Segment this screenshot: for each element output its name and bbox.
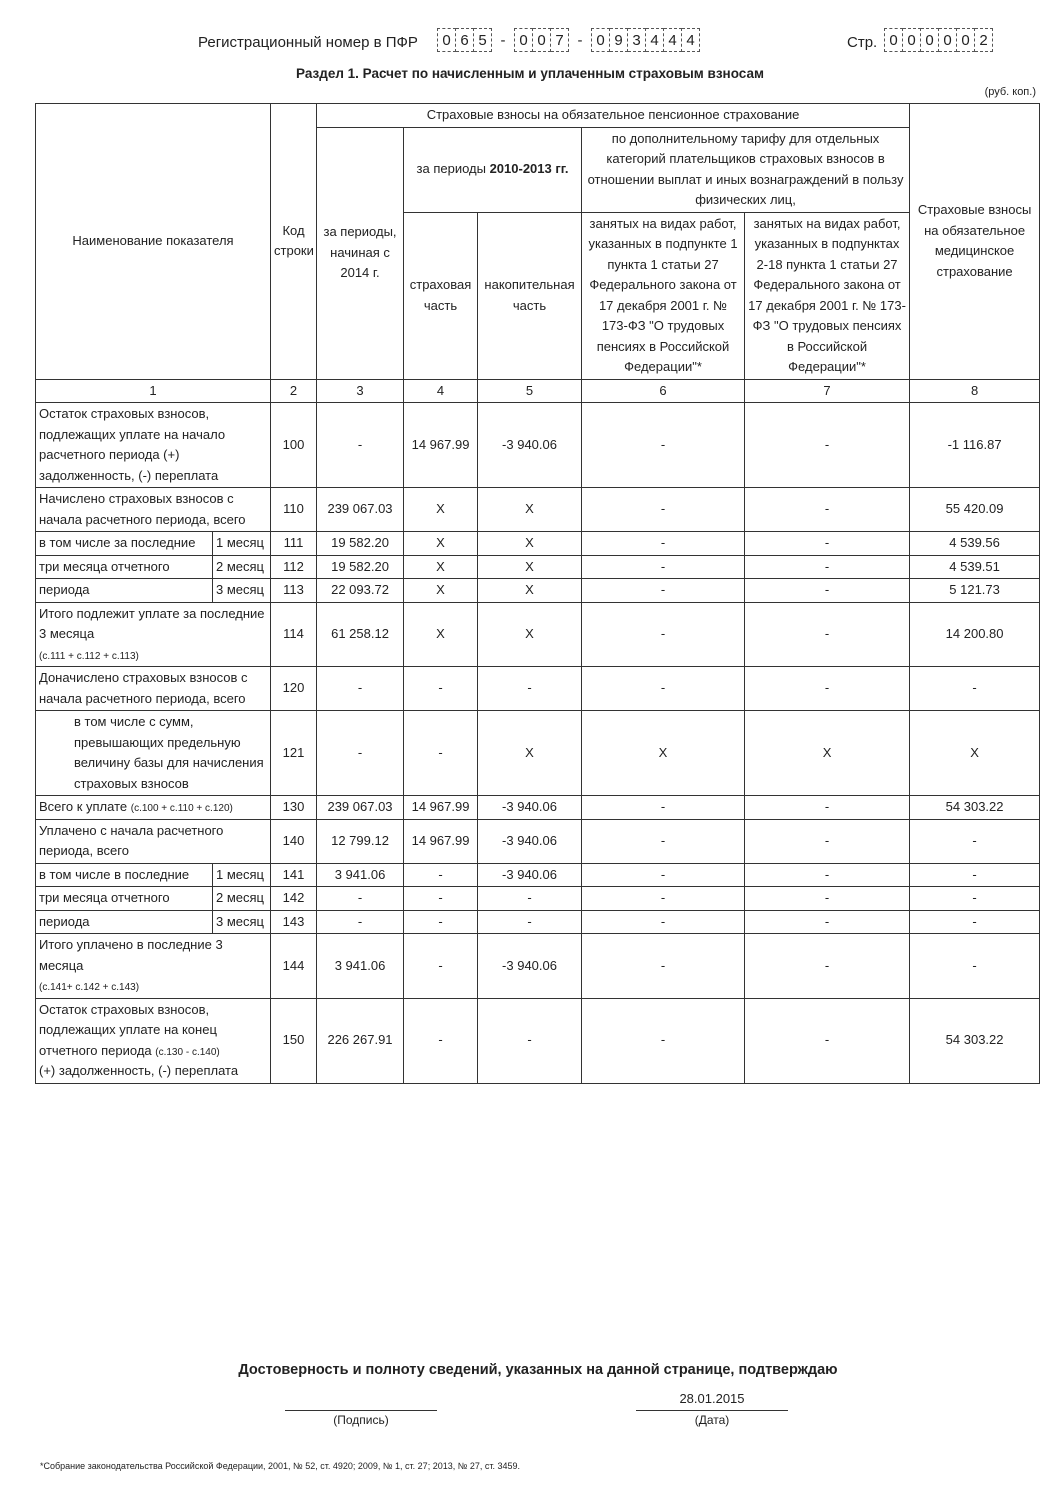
header-2010-2013: за периоды 2010-2013 гг.	[404, 127, 582, 212]
value-cell: 19 582.20	[317, 532, 404, 556]
value-cell: -	[404, 667, 478, 711]
value-cell: -	[582, 488, 745, 532]
value-cell: -	[582, 555, 745, 579]
value-cell: 14 967.99	[404, 403, 478, 488]
row-month: 2 месяц	[213, 887, 271, 911]
value-cell: 14 200.80	[910, 602, 1040, 667]
table-row	[36, 555, 1040, 579]
row-month: 2 месяц	[213, 555, 271, 579]
value-cell: -	[404, 887, 478, 911]
reg-digit-cell: 0	[591, 28, 610, 52]
value-cell: -	[582, 887, 745, 911]
value-cell: 61 258.12	[317, 602, 404, 667]
row-code: 100	[271, 403, 317, 488]
date-value: 28.01.2015	[679, 1391, 745, 1406]
value-cell: 3 941.06	[317, 934, 404, 999]
value-cell: -	[910, 667, 1040, 711]
footnote: *Собрание законодательства Российской Федерации, 2001, № 52, ст. 4920; 2009, № 1, ст. 27; 2013, № 27, ст. 3459.	[40, 1461, 521, 1471]
value-cell: -	[582, 910, 745, 934]
header-name: Наименование показателя	[36, 104, 271, 380]
row-name: Итого подлежит уплате за последние 3 месяца (с.111 + с.112 + с.113)	[36, 602, 271, 667]
value-cell: X	[478, 602, 582, 667]
value-cell: -	[478, 998, 582, 1083]
signature-line	[285, 1410, 437, 1411]
value-cell: X	[478, 532, 582, 556]
value-cell: -	[404, 934, 478, 999]
value-cell: -	[582, 532, 745, 556]
row-name: в том числе за последние	[36, 532, 213, 556]
row-code: 120	[271, 667, 317, 711]
reg-separator: -	[577, 31, 583, 49]
value-cell: -	[745, 667, 910, 711]
header-pension: Страховые взносы на обязательное пенсионное страхование	[317, 104, 910, 128]
row-code: 140	[271, 819, 317, 863]
reg-digit-cell: 6	[456, 28, 474, 52]
date-caption: (Дата)	[694, 1413, 730, 1427]
value-cell: X	[745, 711, 910, 796]
table-row	[36, 579, 1040, 603]
value-cell: -	[582, 602, 745, 667]
page-digit-cell: 0	[884, 28, 903, 52]
header-additional-tariff: по дополнительному тарифу для отдельных категорий плательщиков страховых взносов в отношении выплат и иных вознаграждений в пользу физических лиц,	[582, 127, 910, 212]
reg-digit-cell: 4	[682, 28, 700, 52]
header-medical: Страховые взносы на обязательное медицинское страхование	[910, 104, 1040, 380]
value-cell: -	[745, 403, 910, 488]
value-cell: X	[478, 555, 582, 579]
value-cell: -	[582, 579, 745, 603]
value-cell: -	[910, 887, 1040, 911]
value-cell: -	[910, 863, 1040, 887]
confirmation-text: Достоверность и полноту сведений, указанных на данной странице, подтверждаю	[238, 1362, 838, 1378]
value-cell: 55 420.09	[910, 488, 1040, 532]
value-cell: 19 582.20	[317, 555, 404, 579]
table-row	[36, 403, 1040, 488]
row-month: 1 месяц	[213, 863, 271, 887]
row-code: 113	[271, 579, 317, 603]
table-row	[36, 998, 1040, 1083]
value-cell: -	[582, 819, 745, 863]
unit-label: (руб. коп.)	[984, 86, 1036, 98]
table-row	[36, 602, 1040, 667]
value-cell: 14 967.99	[404, 819, 478, 863]
row-code: 130	[271, 796, 317, 820]
value-cell: X	[582, 711, 745, 796]
value-cell: -	[910, 910, 1040, 934]
header-insurance-part: страховая часть	[404, 212, 478, 379]
row-name: Всего к уплате (с.100 + с.110 + с.120)	[36, 796, 271, 820]
value-cell: 5 121.73	[910, 579, 1040, 603]
value-cell: -	[745, 910, 910, 934]
table-row	[36, 934, 1040, 999]
table-row	[36, 667, 1040, 711]
value-cell: -	[745, 819, 910, 863]
value-cell: 54 303.22	[910, 796, 1040, 820]
reg-number-cells	[437, 28, 700, 52]
value-cell: -	[745, 555, 910, 579]
reg-digit-cell: 0	[533, 28, 551, 52]
page-digit-cell: 2	[975, 28, 993, 52]
row-month: 1 месяц	[213, 532, 271, 556]
row-month: 3 месяц	[213, 579, 271, 603]
row-code: 143	[271, 910, 317, 934]
header-col7: занятых на видах работ, указанных в подпунктах 2-18 пункта 1 статьи 27 Федерального закона от 17 декабря 2001 г. № 173-ФЗ "О трудовых пенсиях в Российской Федерации"*	[745, 212, 910, 379]
value-cell: -3 940.06	[478, 796, 582, 820]
value-cell: 4 539.51	[910, 555, 1040, 579]
value-cell: -	[582, 998, 745, 1083]
row-code: 150	[271, 998, 317, 1083]
value-cell: -3 940.06	[478, 819, 582, 863]
value-cell: -	[745, 887, 910, 911]
value-cell: X	[404, 532, 478, 556]
row-name: периода	[36, 579, 213, 603]
value-cell: -	[404, 863, 478, 887]
value-cell: X	[404, 488, 478, 532]
row-name: Начислено страховых взносов с начала расчетного периода, всего	[36, 488, 271, 532]
page-digit-cell: 0	[903, 28, 921, 52]
page-number-cells	[884, 28, 993, 52]
signature-caption: (Подпись)	[333, 1413, 389, 1427]
value-cell: -	[317, 403, 404, 488]
value-cell: -	[582, 403, 745, 488]
value-cell: -	[478, 667, 582, 711]
value-cell: -	[582, 934, 745, 999]
reg-digit-cell: 0	[437, 28, 456, 52]
value-cell: -	[745, 602, 910, 667]
reg-digit-cell: 7	[551, 28, 569, 52]
reg-digit-cell: 9	[610, 28, 628, 52]
row-formula: (с.130 - с.140)	[155, 1046, 220, 1058]
header-from-2014: за периоды, начиная с 2014 г.	[317, 127, 404, 379]
column-number: 8	[910, 379, 1040, 403]
value-cell: X	[910, 711, 1040, 796]
value-cell: -	[582, 667, 745, 711]
value-cell: 12 799.12	[317, 819, 404, 863]
reg-digit-cell: 0	[514, 28, 533, 52]
reg-number-label: Регистрационный номер в ПФР	[198, 34, 418, 51]
value-cell: -	[478, 887, 582, 911]
value-cell: X	[478, 488, 582, 532]
value-cell: -	[745, 532, 910, 556]
value-cell: X	[478, 579, 582, 603]
value-cell: 4 539.56	[910, 532, 1040, 556]
table-row	[36, 887, 1040, 911]
value-cell: -3 940.06	[478, 934, 582, 999]
table-row	[36, 796, 1040, 820]
row-formula: (с.100 + с.110 + с.120)	[130, 803, 233, 814]
value-cell: -	[745, 579, 910, 603]
column-number: 2	[271, 379, 317, 403]
date-line	[636, 1410, 788, 1411]
row-code: 114	[271, 602, 317, 667]
value-cell: -	[745, 488, 910, 532]
header-col6: занятых на видах работ, указанных в подпункте 1 пункта 1 статьи 27 Федерального закона от 17 декабря 2001 г. № 173-ФЗ "О трудовых пенсиях в Российской Федерации"*	[582, 212, 745, 379]
value-cell: -3 940.06	[478, 403, 582, 488]
value-cell: -	[478, 910, 582, 934]
table-row	[36, 819, 1040, 863]
row-code: 112	[271, 555, 317, 579]
section-title: Раздел 1. Расчет по начисленным и уплаченным страховым взносам	[296, 66, 764, 81]
reg-separator: -	[500, 31, 506, 49]
value-cell: -	[745, 934, 910, 999]
value-cell: 14 967.99	[404, 796, 478, 820]
value-cell: -	[317, 910, 404, 934]
value-cell: X	[404, 602, 478, 667]
value-cell: 226 267.91	[317, 998, 404, 1083]
calculation-table	[35, 103, 1040, 1084]
column-numbers-row	[36, 379, 1040, 403]
row-name: периода	[36, 910, 213, 934]
value-cell: -1 116.87	[910, 403, 1040, 488]
page-digit-cell: 0	[939, 28, 957, 52]
column-number: 5	[478, 379, 582, 403]
row-month: 3 месяц	[213, 910, 271, 934]
reg-digit-cell: 3	[628, 28, 646, 52]
value-cell: 3 941.06	[317, 863, 404, 887]
column-number: 4	[404, 379, 478, 403]
value-cell: -	[317, 711, 404, 796]
value-cell: -	[910, 819, 1040, 863]
row-formula: (с.141+ с.142 + с.143)	[39, 982, 140, 993]
table-row	[36, 863, 1040, 887]
table-row	[36, 910, 1040, 934]
reg-digit-cell: 4	[664, 28, 682, 52]
row-name: Уплачено с начала расчетного периода, всего	[36, 819, 271, 863]
row-name: три месяца отчетного	[36, 887, 213, 911]
value-cell: 239 067.03	[317, 796, 404, 820]
reg-digit-cell: 5	[474, 28, 492, 52]
value-cell: 22 093.72	[317, 579, 404, 603]
value-cell: -	[745, 863, 910, 887]
column-number: 3	[317, 379, 404, 403]
value-cell: -	[745, 796, 910, 820]
row-name: Остаток страховых взносов, подлежащих уплате на начало расчетного периода (+) задолженность, (-) переплата	[36, 403, 271, 488]
reg-digit-cell: 4	[646, 28, 664, 52]
header-funded-part: накопительная часть	[478, 212, 582, 379]
row-code: 111	[271, 532, 317, 556]
value-cell: 54 303.22	[910, 998, 1040, 1083]
page-digit-cell: 0	[921, 28, 939, 52]
value-cell: X	[404, 555, 478, 579]
row-name: Доначислено страховых взносов с начала расчетного периода, всего	[36, 667, 271, 711]
value-cell: -	[317, 887, 404, 911]
table-row	[36, 488, 1040, 532]
value-cell: -	[404, 711, 478, 796]
column-number: 6	[582, 379, 745, 403]
row-code: 142	[271, 887, 317, 911]
column-number: 7	[745, 379, 910, 403]
page-digit-cell: 0	[957, 28, 975, 52]
page-label: Стр.	[847, 34, 878, 51]
value-cell: -	[404, 998, 478, 1083]
row-code: 141	[271, 863, 317, 887]
row-name: в том числе с сумм, превышающих предельную величину базы для начисления страховых взносов	[36, 711, 271, 796]
column-number: 1	[36, 379, 271, 403]
table-row	[36, 711, 1040, 796]
header-code: Код строки	[271, 104, 317, 380]
value-cell: -	[404, 910, 478, 934]
value-cell: -	[317, 667, 404, 711]
value-cell: X	[478, 711, 582, 796]
value-cell: X	[404, 579, 478, 603]
row-name: в том числе в последние	[36, 863, 213, 887]
row-code: 110	[271, 488, 317, 532]
value-cell: -	[745, 998, 910, 1083]
row-code: 121	[271, 711, 317, 796]
row-code: 144	[271, 934, 317, 999]
value-cell: 239 067.03	[317, 488, 404, 532]
row-name: три месяца отчетного	[36, 555, 213, 579]
value-cell: -	[910, 934, 1040, 999]
row-formula: (с.111 + с.112 + с.113)	[39, 650, 139, 662]
table-row	[36, 532, 1040, 556]
row-name: Остаток страховых взносов, подлежащих уплате на конец отчетного периода (с.130 - с.140) (+) задолженность, (-) переплата	[36, 998, 271, 1083]
value-cell: -3 940.06	[478, 863, 582, 887]
value-cell: -	[582, 863, 745, 887]
value-cell: -	[582, 796, 745, 820]
registration-header	[0, 28, 1060, 60]
row-name: Итого уплачено в последние 3 месяца (с.141+ с.142 + с.143)	[36, 934, 271, 999]
